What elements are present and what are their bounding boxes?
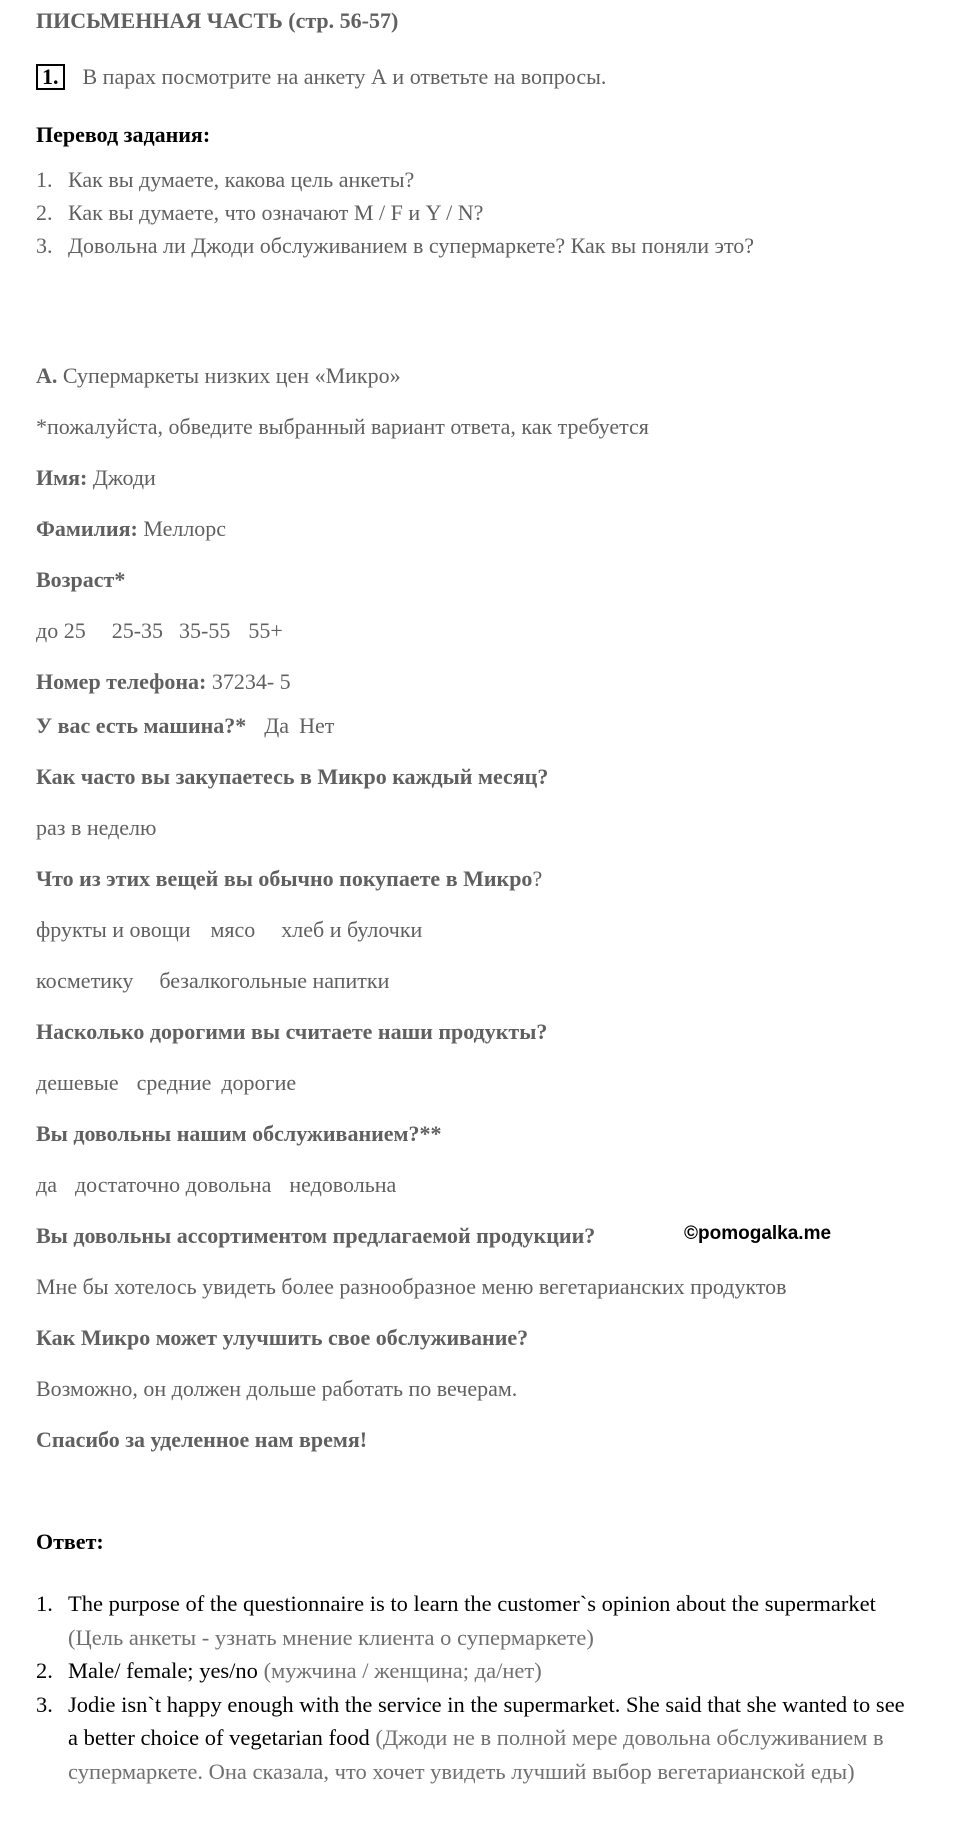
name-label: Имя: bbox=[36, 465, 88, 490]
translation-list bbox=[36, 163, 754, 262]
car-label: У вас есть машина?* bbox=[36, 713, 247, 738]
item-number: 1. bbox=[36, 167, 53, 192]
answer-russian: (мужчина / женщина; да/нет) bbox=[263, 1658, 542, 1683]
item-option: фрукты и овощи bbox=[36, 917, 191, 942]
age-option: 25-35 bbox=[111, 618, 164, 643]
price-option: дорогие bbox=[221, 1070, 297, 1095]
improve-answer: Возможно, он должен дольше работать по вечерам. bbox=[36, 1376, 518, 1401]
translation-heading: Перевод задания: bbox=[36, 122, 211, 147]
answer-english: The purpose of the questionnaire is to learn the customer`s opinion about the supermarket bbox=[68, 1591, 876, 1616]
item-number: 2. bbox=[36, 200, 53, 225]
list-item bbox=[36, 163, 754, 196]
answer-english: Male/ female; yes/no bbox=[68, 1658, 258, 1683]
service-options bbox=[36, 1172, 396, 1198]
phone-value: 37234- 5 bbox=[211, 669, 291, 694]
price-option: средние bbox=[136, 1070, 212, 1095]
list-item bbox=[36, 1654, 916, 1688]
answer-russian: (Джоди не в полной мере довольна обслуживанием в супермаркете. Она сказала, что хочет увидеть лучший выбор вегетарианской еды) bbox=[68, 1725, 884, 1784]
surname-row bbox=[36, 516, 226, 542]
questionnaire-label: А. bbox=[36, 363, 58, 388]
answer-english: Jodie isn`t happy enough with the service in the supermarket. She said that she wanted to see a better choice of vegetarian food bbox=[68, 1691, 905, 1750]
age-option: 35-55 bbox=[179, 618, 231, 643]
car-option: Да bbox=[264, 713, 290, 738]
answer-heading: Ответ: bbox=[36, 1529, 104, 1554]
item-number: 2. bbox=[36, 1658, 53, 1683]
list-item bbox=[36, 1587, 916, 1654]
frequency-answer: раз в неделю bbox=[36, 815, 157, 840]
list-item bbox=[36, 229, 754, 262]
task-number: 1. bbox=[36, 64, 65, 90]
age-option: 55+ bbox=[248, 618, 283, 643]
age-option: до 25 bbox=[36, 618, 86, 643]
service-option: недовольна bbox=[289, 1172, 397, 1197]
items-question-text: Что из этих вещей вы обычно покупаете в Микро bbox=[36, 866, 533, 891]
item-number: 1. bbox=[36, 1591, 53, 1616]
age-label: Возраст* bbox=[36, 567, 126, 592]
page-title: ПИСЬМЕННАЯ ЧАСТЬ (стр. 56-57) bbox=[36, 8, 399, 33]
name-row bbox=[36, 465, 156, 491]
frequency-question: Как часто вы закупаетесь в Микро каждый месяц? bbox=[36, 764, 549, 789]
name-value: Джоди bbox=[92, 465, 156, 490]
item-option: хлеб и булочки bbox=[281, 917, 423, 942]
range-answer: Мне бы хотелось увидеть более разнообразное меню вегетарианских продуктов bbox=[36, 1274, 787, 1299]
questionnaire-title bbox=[36, 363, 401, 389]
range-question: Вы довольны ассортиментом предлагаемой продукции? bbox=[36, 1223, 596, 1248]
service-option: достаточно довольна bbox=[74, 1172, 272, 1197]
item-number: 3. bbox=[36, 1691, 53, 1717]
surname-label: Фамилия: bbox=[36, 516, 138, 541]
questionnaire-name: Супермаркеты низких цен «Микро» bbox=[62, 363, 401, 388]
price-question: Насколько дорогими вы считаете наши продукты? bbox=[36, 1019, 548, 1044]
item-text: Как вы думаете, что означают M / F и Y / N? bbox=[68, 200, 484, 225]
items-row-2 bbox=[36, 968, 389, 994]
item-option: косметику bbox=[36, 968, 134, 993]
list-item bbox=[36, 196, 754, 229]
items-row-1 bbox=[36, 917, 422, 943]
service-question: Вы довольны нашим обслуживанием?** bbox=[36, 1121, 442, 1146]
item-text: Как вы думаете, какова цель анкеты? bbox=[68, 167, 415, 192]
items-question bbox=[36, 866, 542, 892]
answer-list bbox=[36, 1587, 916, 1788]
service-option: да bbox=[36, 1172, 57, 1197]
age-options bbox=[36, 618, 283, 644]
phone-row bbox=[36, 669, 291, 695]
car-row bbox=[36, 713, 334, 739]
task-instruction bbox=[36, 64, 606, 90]
item-number: 3. bbox=[36, 233, 53, 258]
item-option: мясо bbox=[210, 917, 256, 942]
car-option: Нет bbox=[299, 713, 335, 738]
item-option: безалкогольные напитки bbox=[159, 968, 390, 993]
task-text: В парах посмотрите на анкету А и ответьте на вопросы. bbox=[82, 64, 607, 89]
price-option: дешевые bbox=[36, 1070, 119, 1095]
answer-russian: (Цель анкеты - узнать мнение клиента о супермаркете) bbox=[68, 1624, 594, 1650]
item-text: Довольна ли Джоди обслуживанием в супермаркете? Как вы поняли это? bbox=[68, 233, 755, 258]
surname-value: Меллорс bbox=[143, 516, 227, 541]
price-options bbox=[36, 1070, 296, 1096]
improve-question: Как Микро может улучшить свое обслуживание? bbox=[36, 1325, 529, 1350]
thanks-text: Спасибо за уделенное нам время! bbox=[36, 1427, 368, 1452]
items-question-mark: ? bbox=[532, 866, 543, 891]
list-item bbox=[36, 1688, 916, 1789]
questionnaire-note: *пожалуйста, обведите выбранный вариант ответа, как требуется bbox=[36, 414, 649, 439]
watermark: ©pomogalka.me bbox=[684, 1223, 832, 1244]
phone-label: Номер телефона: bbox=[36, 669, 207, 694]
